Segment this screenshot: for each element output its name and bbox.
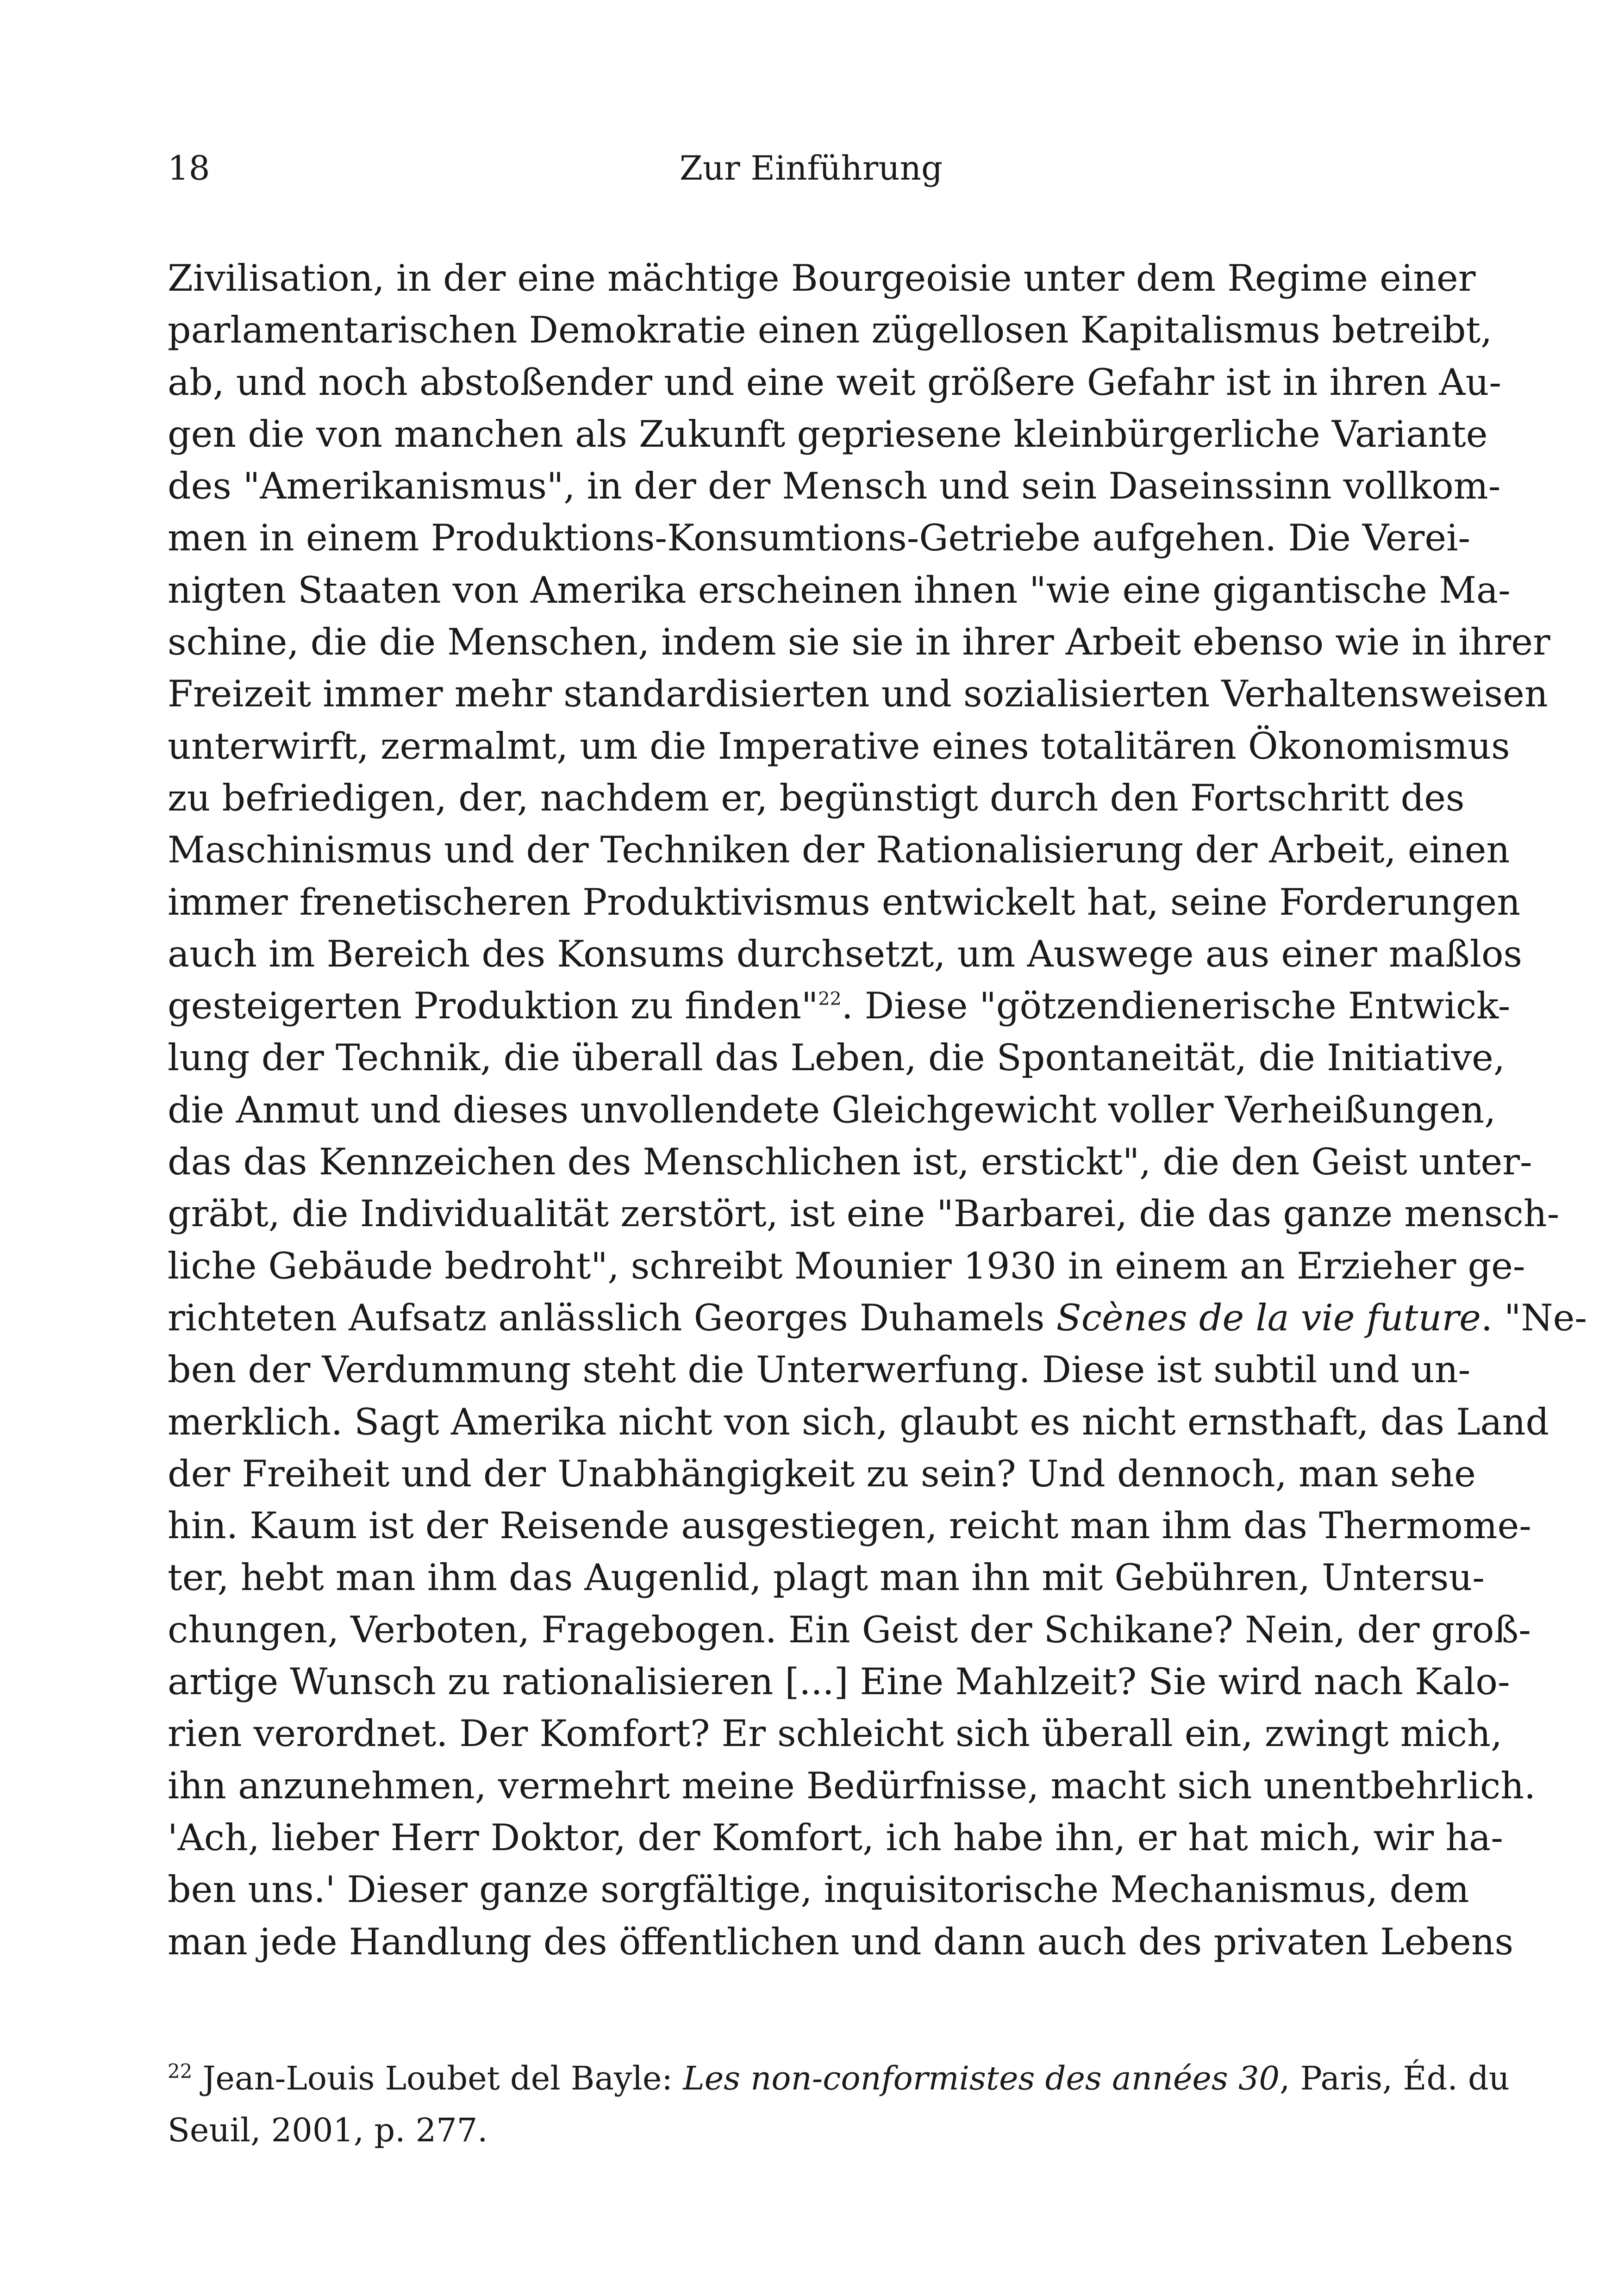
text-line: unterwirft, zermalmt, um die Imperative eines totalitären Ökonomismus: [168, 724, 1510, 767]
running-title: Zur Einführung: [679, 149, 943, 187]
footnote: [168, 2054, 1510, 2158]
text-line: Maschinismus und der Techniken der Rationalisierung der Arbeit, einen: [168, 829, 1510, 872]
page-header: [168, 147, 1455, 189]
text-line: gen die von manchen als Zukunft gepriesene kleinbürgerliche Variante: [168, 412, 1488, 455]
text-line: chungen, Verboten, Fragebogen. Ein Geist der Schikane? Nein, der groß-: [168, 1608, 1531, 1651]
text-line: die Anmut und dieses unvollendete Gleichgewicht voller Verheißungen,: [168, 1088, 1496, 1131]
text-line: das das Kennzeichen des Menschlichen ist, erstickt", die den Geist unter-: [168, 1141, 1532, 1184]
text-line: merklich. Sagt Amerika nicht von sich, glaubt es nicht ernsthaft, das Land: [168, 1400, 1549, 1443]
text-line: men in einem Produktions-Konsumtions-Getriebe aufgehen. Die Verei-: [168, 517, 1471, 560]
text-fragment: . Diese "götzendienerische Entwick-: [841, 985, 1511, 1028]
text-line: Freizeit immer mehr standardisierten und sozialisierten Verhaltensweisen: [168, 673, 1548, 716]
text-line: ihn anzunehmen, vermehrt meine Bedürfnisse, macht sich unentbehrlich.: [168, 1764, 1536, 1807]
body-text: [168, 252, 1587, 1968]
text-line: ab, und noch abstoßender und eine weit größere Gefahr ist in ihren Au-: [168, 361, 1502, 404]
page-number: 18: [168, 149, 210, 187]
text-line: ter, hebt man ihm das Augenlid, plagt man ihn mit Gebühren, Untersu-: [168, 1556, 1485, 1599]
text-line: Zivilisation, in der eine mächtige Bourgeoisie unter dem Regime einer: [168, 257, 1476, 299]
text-line: zu befriedigen, der, nachdem er, begünstigt durch den Fortschritt des: [168, 776, 1465, 819]
text-line: der Freiheit und der Unabhängigkeit zu sein? Und dennoch, man sehe: [168, 1452, 1476, 1495]
text-line: parlamentarischen Demokratie einen zügellosen Kapitalismus betreibt,: [168, 309, 1493, 352]
text-line: 'Ach, lieber Herr Doktor, der Komfort, ich habe ihn, er hat mich, wir ha-: [168, 1816, 1503, 1859]
text-line: immer frenetischeren Produktivismus entwickelt hat, seine Forderungen: [168, 880, 1521, 923]
text-line: rien verordnet. Der Komfort? Er schleicht sich überall ein, zwingt mich,: [168, 1712, 1503, 1755]
footnote-number: 22: [168, 2059, 193, 2083]
text-line: hin. Kaum ist der Reisende ausgestiegen, reicht man ihm das Thermome-: [168, 1504, 1531, 1547]
text-line: ben uns.' Dieser ganze sorgfältige, inquisitorische Mechanismus, dem: [168, 1868, 1469, 1911]
footnote-title-italic: Les non-conformistes des années 30: [683, 2059, 1280, 2097]
text-line: lung der Technik, die überall das Leben, die Spontaneität, die Initiative,: [168, 1036, 1505, 1079]
text-line: artige Wunsch zu rationalisieren [...] Eine Mahlzeit? Sie wird nach Kalo-: [168, 1660, 1510, 1703]
footnote-line: Seuil, 2001, p. 277.: [168, 2111, 488, 2150]
text-fragment: gesteigerten Produktion zu finden": [168, 985, 818, 1028]
footnote-author: Jean-Louis Loubet del Bayle:: [202, 2059, 683, 2097]
book-title-italic: Scènes de la vie future: [1056, 1296, 1481, 1339]
text-line: gräbt, die Individualität zerstört, ist eine "Barbarei, die das ganze mensch-: [168, 1192, 1560, 1235]
text-line-with-italic-title: [168, 1292, 1587, 1344]
text-line: schine, die die Menschen, indem sie sie in ihrer Arbeit ebenso wie in ihrer: [168, 621, 1550, 664]
footnote-line: [168, 2054, 1510, 2106]
text-line: man jede Handlung des öffentlichen und dann auch des privaten Lebens: [168, 1920, 1514, 1963]
text-fragment: richteten Aufsatz anlässlich Georges Duhamels: [168, 1296, 1056, 1339]
text-fragment: . "Ne-: [1480, 1296, 1587, 1339]
text-line-with-footnote-ref: [168, 980, 1511, 1032]
text-line: auch im Bereich des Konsums durchsetzt, um Auswege aus einer maßlos: [168, 932, 1523, 975]
text-line: ben der Verdummung steht die Unterwerfung. Diese ist subtil und un-: [168, 1348, 1471, 1391]
footnote-reference: 22: [818, 988, 842, 1010]
text-line: liche Gebäude bedroht", schreibt Mounier 1930 in einem an Erzieher ge-: [168, 1244, 1525, 1287]
text-line: des "Amerikanismus", in der der Mensch und sein Daseinssinn vollkom-: [168, 465, 1501, 508]
text-line: nigten Staaten von Amerika erscheinen ihnen "wie eine gigantische Ma-: [168, 568, 1511, 611]
footnote-publication: , Paris, Éd. du: [1280, 2059, 1510, 2097]
